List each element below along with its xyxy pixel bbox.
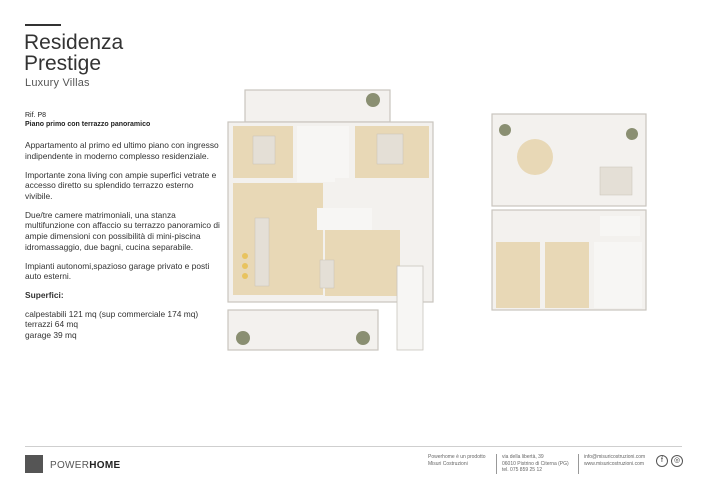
listing-description <box>25 140 220 340</box>
email-link[interactable]: info@misuricostruzioni.com <box>584 454 646 460</box>
surface-item: terrazzi 64 mq <box>25 319 79 330</box>
footer-separator <box>496 454 497 474</box>
upper-terrace <box>245 90 390 122</box>
bedroom-b <box>545 242 589 308</box>
brand-prefix: POWER <box>50 460 90 471</box>
hallway <box>297 160 335 182</box>
kitchen-island <box>255 218 269 286</box>
footer-contacts <box>584 454 645 467</box>
brand-wordmark <box>50 460 120 471</box>
listing-reference <box>25 111 150 129</box>
chair-icon <box>242 263 248 269</box>
footer-address <box>502 454 569 474</box>
title-accent-bar <box>25 24 61 26</box>
title-line-2: Prestige <box>24 52 102 75</box>
description-paragraph: Appartamento al primo ed ultimo piano con ingresso indipendente in moderno complesso residenziale. <box>25 140 219 161</box>
facebook-icon[interactable]: f <box>656 455 668 467</box>
staircase <box>317 208 372 230</box>
plant-icon <box>499 124 511 136</box>
chair-icon <box>242 273 248 279</box>
surfaces-list <box>25 309 220 341</box>
chair-icon <box>242 253 248 259</box>
bed-left <box>253 136 275 164</box>
ref-code: Rif. P8 <box>25 112 47 119</box>
address-line: via della libertà, 39 <box>502 454 544 460</box>
external-stairs <box>397 266 423 350</box>
footer-company <box>428 454 486 467</box>
brand-suffix: HOME <box>89 460 121 471</box>
bedroom-a <box>496 242 540 308</box>
bathroom-2 <box>594 242 642 308</box>
description-paragraph: Due/tre camere matrimoniali, una stanza multifunzione con affaccio su terrazzo panoramico di ampie dimensioni con possibilità di mini-piscina idromassaggio, due bagni, cucina separabile. <box>25 209 220 252</box>
floor-label: Piano primo con terrazzo panoramico <box>25 121 151 128</box>
website-link[interactable]: www.misuricostruzioni.com <box>584 460 645 467</box>
address-line: 06010 Pistrino di Citerna (PG) <box>502 460 569 467</box>
footer-separator <box>578 454 579 474</box>
plant-icon <box>236 331 250 345</box>
round-table <box>517 139 553 175</box>
bed-right <box>377 134 403 164</box>
surface-item: calpestabili 121 mq (sup commerciale 174 mq) <box>25 308 199 319</box>
plant-icon <box>366 93 380 107</box>
description-paragraph: Importante zona living con ampie superfici vetrate e accesso diretto su splendido terrazzo esterno vivibile. <box>25 169 217 201</box>
sofa <box>320 260 334 288</box>
footer-divider <box>25 446 682 447</box>
surfaces-heading: Superfici: <box>25 290 64 301</box>
stair-landing <box>600 216 640 236</box>
whirlpool-tub <box>600 167 632 195</box>
company-line: Powerhome è un prodotto <box>428 454 486 460</box>
plant-icon <box>356 331 370 345</box>
phone-line: tel. 075 859 25 12 <box>502 467 543 473</box>
powerhome-logo-icon <box>25 455 43 473</box>
lower-terrace <box>228 310 378 350</box>
floor-plan-main <box>225 88 435 353</box>
page-subtitle: Luxury Villas <box>25 77 90 89</box>
instagram-icon[interactable]: ◎ <box>671 455 683 467</box>
description-paragraph: Impianti autonomi,spazioso garage privato e posti auto esterni. <box>25 260 210 282</box>
living-room <box>325 230 400 296</box>
floor-plan-terrace <box>490 112 650 312</box>
page-title <box>24 32 123 74</box>
title-line-1: Residenza <box>24 31 124 54</box>
surface-item: garage 39 mq <box>25 329 77 340</box>
plant-icon <box>626 128 638 140</box>
company-line: Misuri Costruzioni <box>428 460 468 467</box>
